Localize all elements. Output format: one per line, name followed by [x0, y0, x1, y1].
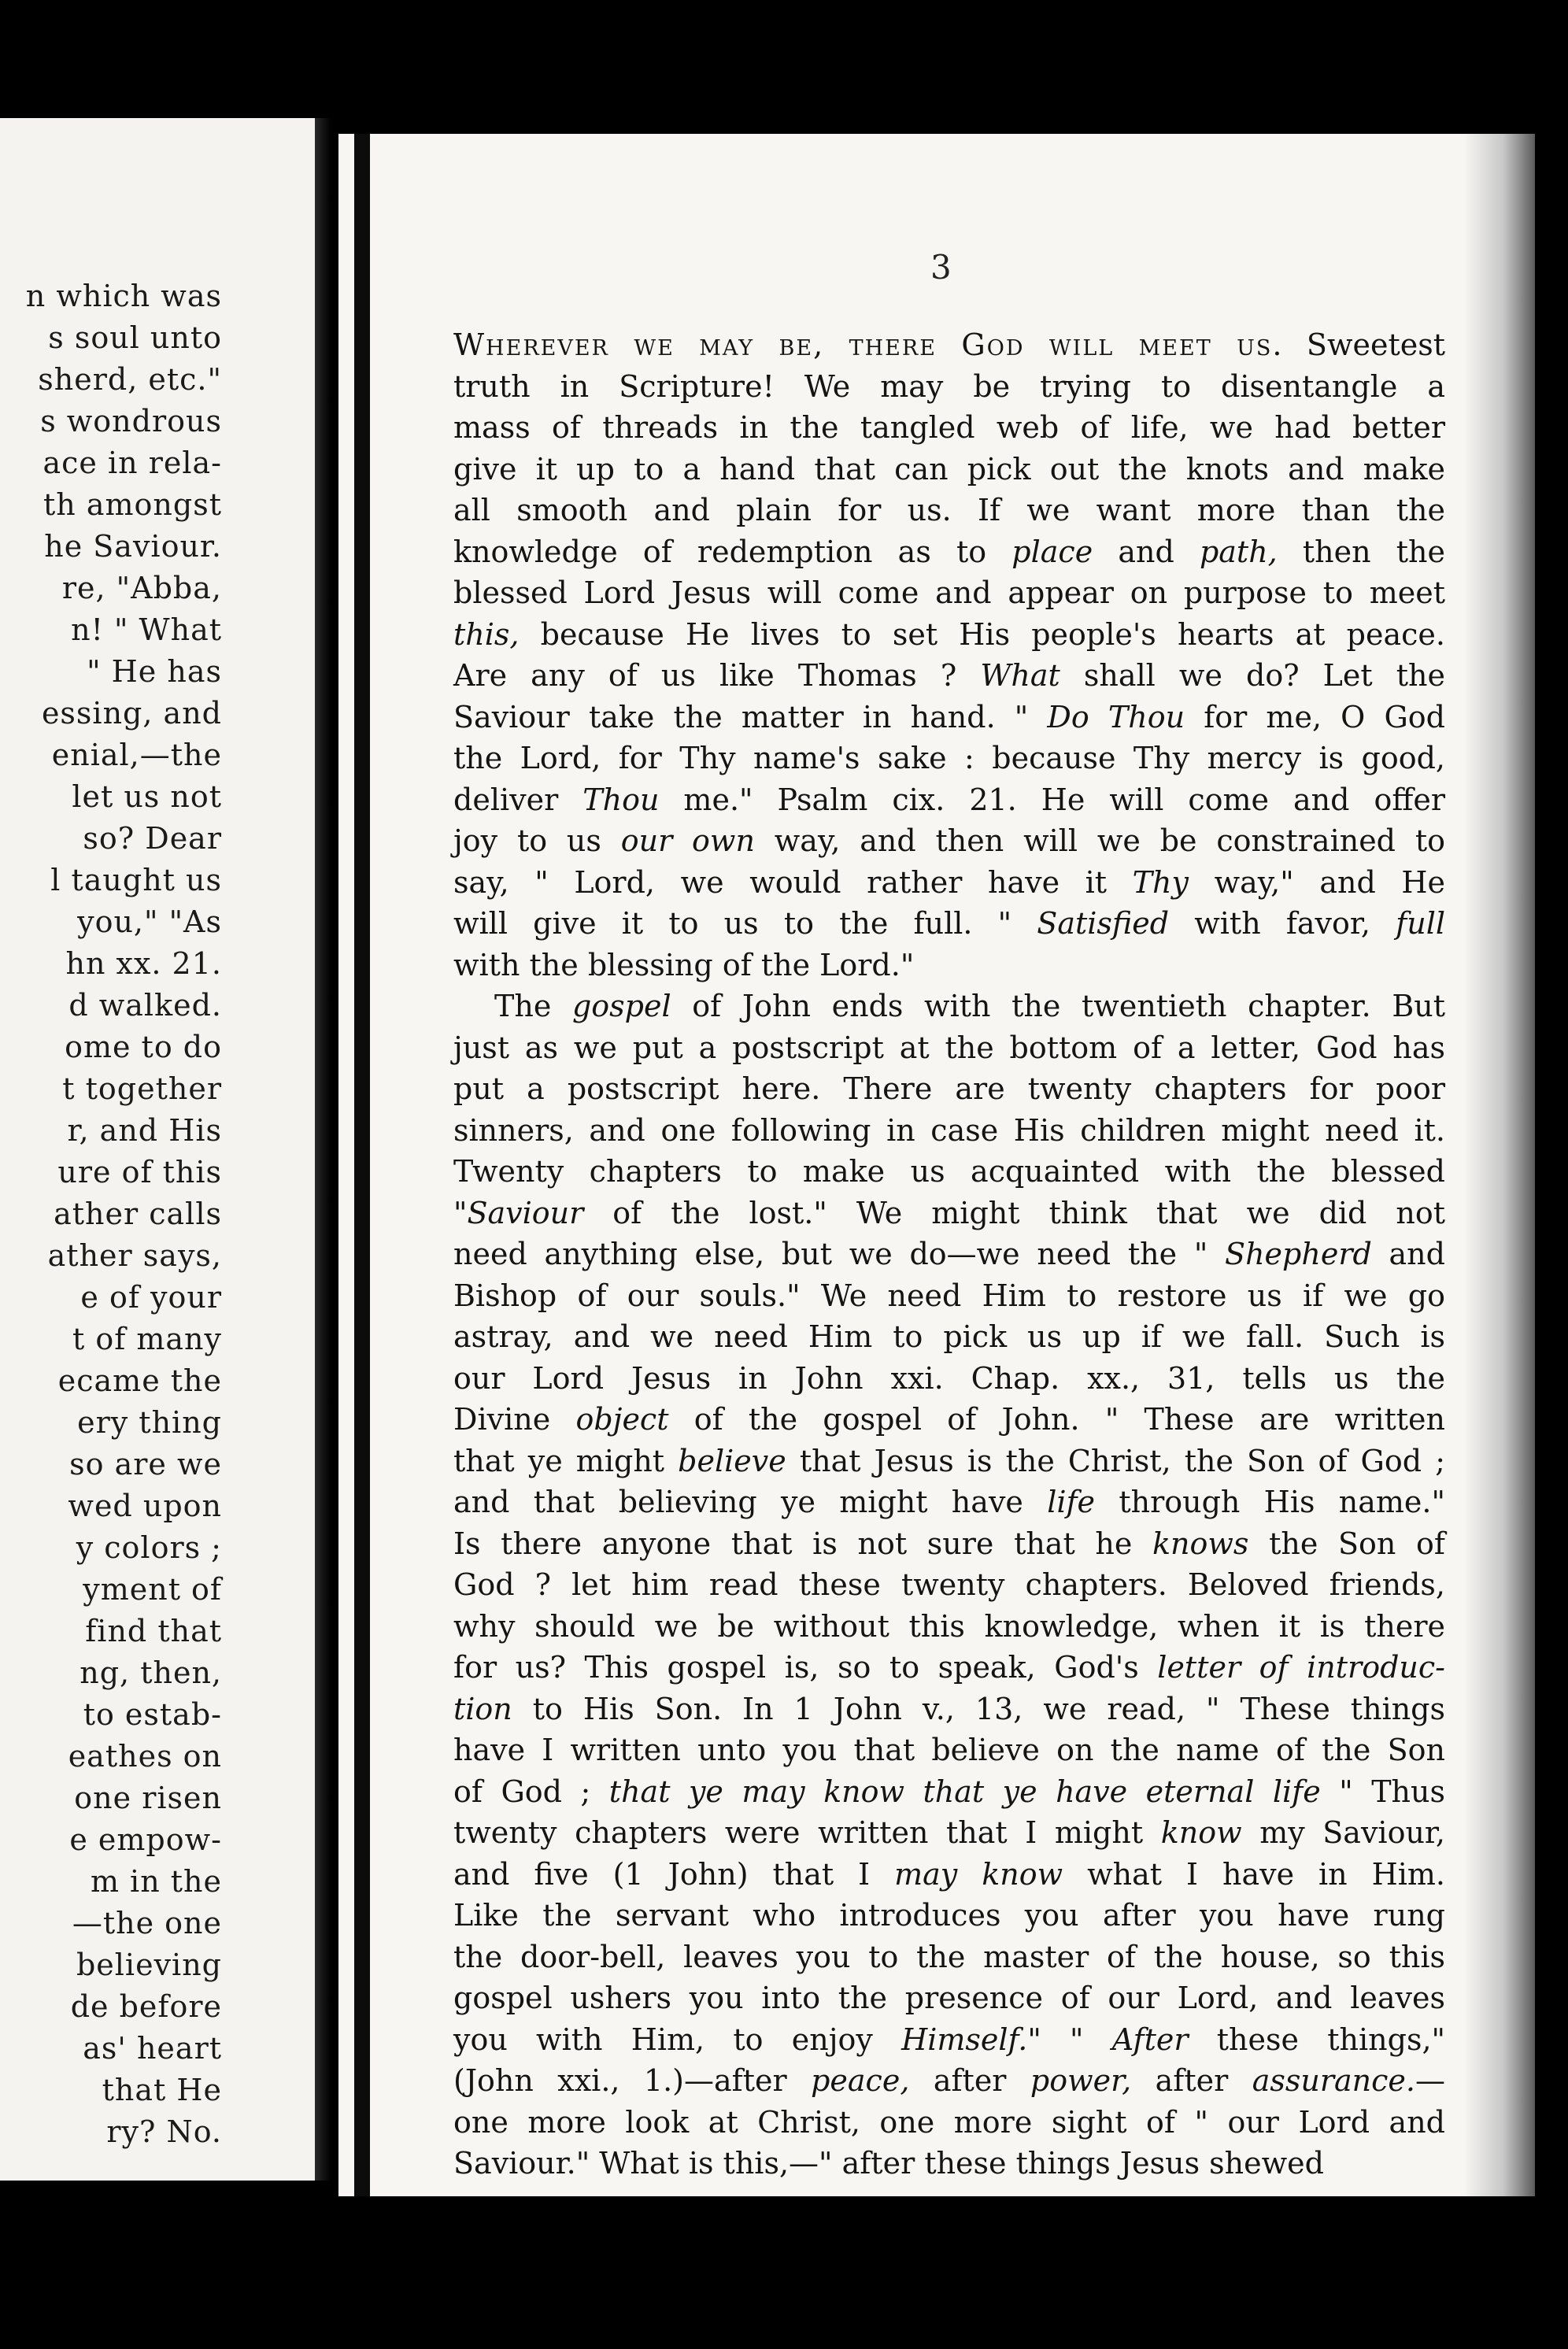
- text-line: [453, 1937, 1445, 1978]
- left-page-line: y colors ;: [76, 1530, 222, 1565]
- italic-text: full: [1396, 906, 1446, 941]
- left-page-line: believing: [76, 1948, 222, 1982]
- left-page-line: t together: [62, 1071, 222, 1106]
- left-page-line: enial,—the: [51, 738, 222, 772]
- text-line: [453, 1068, 1445, 1110]
- text-run: Bishop of our souls." We need Him to restore us if we go: [453, 1278, 1445, 1313]
- text-run: of God ;: [453, 1774, 609, 1809]
- text-run: put a postscript here. There are twenty chapters for poor: [453, 1071, 1445, 1106]
- left-page-line: m in the: [90, 1864, 222, 1899]
- text-run: my Saviour,: [1241, 1815, 1446, 1850]
- text-run: these things,": [1188, 2022, 1445, 2057]
- italic-text: power,: [1030, 2063, 1132, 2098]
- italic-text: Shepherd: [1225, 1237, 1372, 1271]
- left-page-text-column: [0, 276, 222, 2153]
- text-line: [453, 1895, 1445, 1937]
- text-run: —: [1415, 2063, 1445, 2098]
- text-run: just as we put a postscript at the bottom of a letter, God has: [453, 1030, 1445, 1065]
- italic-text: Do Thou: [1047, 699, 1185, 734]
- text-run: will give it to us to the full. ": [453, 906, 1037, 941]
- text-run: because He lives to set His people's hearts at peace.: [519, 616, 1445, 652]
- text-line: [453, 1812, 1445, 1854]
- text-run: shall we do? Let the: [1060, 658, 1445, 693]
- left-page-line: e of your: [80, 1280, 222, 1315]
- text-run: for me, O God: [1185, 699, 1445, 734]
- text-run: deliver: [453, 782, 583, 817]
- left-page-line: let us not: [72, 779, 222, 814]
- text-run: Saviour take the matter in hand. ": [453, 699, 1048, 734]
- text-run: after: [909, 2063, 1030, 2098]
- left-page-line: ome to do: [65, 1030, 222, 1064]
- left-page-line: as' heart: [83, 2031, 222, 2066]
- text-line: [453, 1399, 1445, 1441]
- left-page-line: yment of: [83, 1572, 222, 1607]
- left-page-line: essing, and: [41, 696, 222, 731]
- left-page-line: so? Dear: [83, 821, 222, 856]
- left-page-line: ng, then,: [80, 1655, 222, 1690]
- text-run: " ": [1027, 2022, 1112, 2057]
- text-line: [453, 1358, 1445, 1400]
- text-line: [453, 572, 1445, 614]
- gutter-rule: [354, 134, 370, 2196]
- text-line: [453, 986, 1445, 1027]
- text-line: [453, 1854, 1445, 1896]
- text-run: say, " Lord, we would rather have it: [453, 864, 1133, 900]
- italic-text: may know: [894, 1856, 1063, 1892]
- left-page-line: ure of this: [57, 1155, 222, 1189]
- italic-text: gospel: [571, 989, 671, 1023]
- left-page-line: d walked.: [68, 988, 222, 1023]
- left-page-line: r, and His: [67, 1113, 222, 1148]
- text-run: that Jesus is the Christ, the Son of God ;: [786, 1443, 1446, 1478]
- text-line: [453, 1234, 1445, 1275]
- italic-text: Himself.: [901, 2022, 1028, 2057]
- text-line: [453, 903, 1445, 945]
- text-run: Saviour." What is this,—" after these things Jesus shewed: [453, 2146, 1324, 2181]
- left-page-line: t of many: [72, 1322, 222, 1356]
- left-page-line: one risen: [74, 1781, 222, 1815]
- text-run: astray, and we need Him to pick us up if we fall. Such is: [453, 1319, 1445, 1354]
- text-line: [453, 1316, 1445, 1358]
- page-edge-shadow: [1464, 134, 1535, 2196]
- text-run: with favor,: [1169, 906, 1396, 941]
- italic-text: our own: [620, 823, 755, 858]
- left-page-line: " He has: [87, 654, 222, 689]
- text-line: [453, 1977, 1445, 2019]
- text-run: way," and He: [1188, 864, 1445, 900]
- italic-text: know: [1160, 1815, 1242, 1850]
- left-page-line: s soul unto: [48, 320, 222, 355]
- text-line: [453, 738, 1445, 779]
- text-run: of John ends with the twentieth chapter. But: [671, 989, 1445, 1023]
- italic-text: peace,: [811, 2063, 910, 2098]
- text-run: need anything else, but we do—we need the ": [453, 1237, 1226, 1271]
- left-page-line: ecame the: [57, 1363, 222, 1398]
- page-number: 3: [930, 248, 952, 287]
- left-page-line: ather says,: [47, 1238, 222, 1273]
- italic-text: letter of introduc-: [1157, 1650, 1445, 1685]
- text-run: have I written unto you that believe on the name of the Son: [453, 1733, 1445, 1767]
- italic-text: Thy: [1132, 864, 1189, 900]
- text-line: [453, 1647, 1445, 1689]
- text-line: [453, 945, 1445, 986]
- text-run: way, and then will we be constrained to: [754, 823, 1445, 858]
- text-line: [453, 366, 1445, 408]
- left-page-line: e empow-: [69, 1822, 222, 1857]
- text-line: [453, 697, 1445, 738]
- text-run: why should we be without this knowledge, when it is there: [453, 1608, 1445, 1644]
- left-page-line: —the one: [72, 1906, 222, 1940]
- text-run: the Son of: [1248, 1526, 1445, 1561]
- text-run: the door-bell, leaves you to the master of the house, so this: [453, 1939, 1445, 1974]
- text-run: all smooth and plain for us. If we want more than the: [453, 493, 1445, 527]
- left-facing-page: [0, 118, 315, 2181]
- left-page-line: ery thing: [77, 1405, 222, 1440]
- italic-text: assurance.: [1252, 2063, 1415, 2098]
- text-run: and: [1093, 534, 1200, 569]
- text-run: Divine: [453, 1402, 576, 1437]
- italic-text: object: [575, 1402, 669, 1437]
- text-line: [453, 407, 1445, 449]
- text-line: [453, 1441, 1445, 1482]
- text-run: God ? let him read these twenty chapters. Beloved friends,: [453, 1567, 1445, 1602]
- italic-text: this,: [453, 616, 520, 652]
- left-page-line: ather calls: [54, 1197, 222, 1231]
- italic-text: Saviour: [467, 1195, 584, 1230]
- text-line: [453, 1027, 1445, 1069]
- left-page-line: so are we: [69, 1447, 222, 1482]
- text-run: (John xxi., 1.)—after: [453, 2063, 812, 2098]
- text-run: our Lord Jesus in John xxi. Chap. xx., 31, tells us the: [453, 1360, 1445, 1396]
- text-run: give it up to a hand that can pick out the knots and make: [453, 451, 1445, 486]
- italic-text: that ye may know that ye have eternal life: [608, 1774, 1321, 1809]
- right-page: [338, 134, 1535, 2196]
- text-run: mass of threads in the tangled web of life, we had better: [453, 410, 1445, 445]
- text-run: after: [1131, 2063, 1252, 2098]
- italic-text: path,: [1199, 534, 1278, 569]
- text-run: Like the servant who introduces you after you have rung: [453, 1898, 1445, 1933]
- text-run: Is there anyone that is not sure that he: [453, 1526, 1153, 1561]
- text-run: you with Him, to enjoy: [453, 2022, 902, 2057]
- left-page-line: re, "Abba,: [61, 571, 222, 605]
- text-run: of the lost." We might think that we did not: [583, 1195, 1445, 1230]
- text-line: [453, 1523, 1445, 1565]
- left-page-line: n! " What: [71, 612, 222, 647]
- left-page-line: sherd, etc.": [38, 362, 222, 397]
- page-body-text: [453, 324, 1445, 2184]
- text-run: twenty chapters were written that I might: [453, 1815, 1161, 1850]
- text-run: blessed Lord Jesus will come and appear on purpose to meet: [453, 575, 1445, 610]
- text-line: [453, 655, 1445, 697]
- small-caps-text: Wherever we may be, there God will meet us.: [453, 327, 1284, 362]
- text-line: [453, 2019, 1445, 2061]
- italic-text: What: [980, 658, 1060, 693]
- text-line: [453, 1482, 1445, 1523]
- left-page-line: s wondrous: [40, 404, 222, 438]
- text-line: [453, 531, 1445, 573]
- text-line: [453, 1151, 1445, 1193]
- text-run: through His name.": [1095, 1485, 1445, 1519]
- left-page-line: you," "As: [77, 904, 222, 939]
- left-page-line: he Saviour.: [44, 529, 222, 564]
- text-line: [453, 614, 1445, 656]
- text-line: [453, 1606, 1445, 1648]
- text-run: and five (1 John) that I: [453, 1856, 895, 1892]
- text-run: what I have in Him.: [1063, 1856, 1446, 1892]
- left-page-line: hn xx. 21.: [65, 946, 222, 981]
- text-run: for us? This gospel is, so to speak, God's: [453, 1650, 1158, 1685]
- left-page-line: ace in rela-: [43, 446, 222, 480]
- text-run: Twenty chapters to make us acquainted with the blessed: [453, 1154, 1445, 1189]
- text-line: [453, 1193, 1445, 1234]
- text-run: with the blessing of the Lord.": [453, 947, 915, 982]
- text-run: then the: [1277, 534, 1445, 569]
- text-line: [453, 324, 1445, 366]
- italic-text: believe: [678, 1443, 786, 1478]
- text-line: [453, 490, 1445, 531]
- text-run: and: [1371, 1237, 1445, 1271]
- text-run: truth in Scripture! We may be trying to disentangle a: [453, 368, 1445, 404]
- text-run: knowledge of redemption as to: [453, 534, 1012, 569]
- text-run: Sweetest: [1283, 327, 1445, 362]
- text-line: [453, 1729, 1445, 1771]
- text-line: [453, 449, 1445, 490]
- left-page-line: th amongst: [43, 487, 222, 522]
- left-page-line: ry? No.: [106, 2114, 222, 2149]
- italic-text: life: [1047, 1485, 1096, 1519]
- text-run: and that believing ye might have: [453, 1485, 1048, 1519]
- text-run: joy to us: [453, 823, 621, 858]
- left-page-line: wed upon: [68, 1489, 222, 1523]
- text-line: [453, 2060, 1445, 2102]
- text-run: Are any of us like Thomas ?: [453, 658, 981, 693]
- text-line: [453, 2143, 1445, 2184]
- italic-text: Thou: [582, 782, 660, 817]
- text-line: [453, 779, 1445, 821]
- text-run: " Thus: [1320, 1774, 1445, 1809]
- text-line: [453, 1275, 1445, 1317]
- text-line: [453, 862, 1445, 904]
- text-line: [453, 1689, 1445, 1730]
- text-run: me." Psalm cix. 21. He will come and offer: [659, 782, 1445, 817]
- italic-text: After: [1111, 2022, 1189, 2057]
- text-line: [453, 820, 1445, 862]
- italic-text: tion: [453, 1691, 512, 1726]
- left-page-line: to estab-: [83, 1697, 222, 1732]
- italic-text: knows: [1152, 1526, 1249, 1561]
- text-run: that ye might: [453, 1443, 679, 1478]
- text-line: [453, 1771, 1445, 1813]
- left-page-line: find that: [85, 1614, 222, 1648]
- left-page-line: de before: [70, 1989, 222, 2024]
- text-run: of the gospel of John. " These are written: [668, 1402, 1445, 1437]
- text-run: to His Son. In 1 John v., 13, we read, " These things: [512, 1691, 1445, 1726]
- text-line: [453, 1110, 1445, 1152]
- italic-text: Satisfied: [1037, 906, 1170, 941]
- text-run: ": [453, 1195, 468, 1230]
- text-run: one more look at Christ, one more sight of " our Lord and: [453, 2104, 1445, 2140]
- text-run: The: [494, 989, 572, 1023]
- left-page-line: n which was: [25, 279, 222, 313]
- text-run: the Lord, for Thy name's sake : because Thy mercy is good,: [453, 741, 1445, 775]
- left-page-line: that He: [102, 2073, 222, 2107]
- text-line: [453, 2102, 1445, 2144]
- text-run: gospel ushers you into the presence of our Lord, and leaves: [453, 1981, 1445, 2015]
- italic-text: place: [1011, 534, 1093, 569]
- text-run: sinners, and one following in case His children might need it.: [453, 1112, 1445, 1148]
- text-line: [453, 1564, 1445, 1606]
- left-page-line: l taught us: [50, 863, 222, 897]
- left-page-line: eathes on: [68, 1739, 222, 1774]
